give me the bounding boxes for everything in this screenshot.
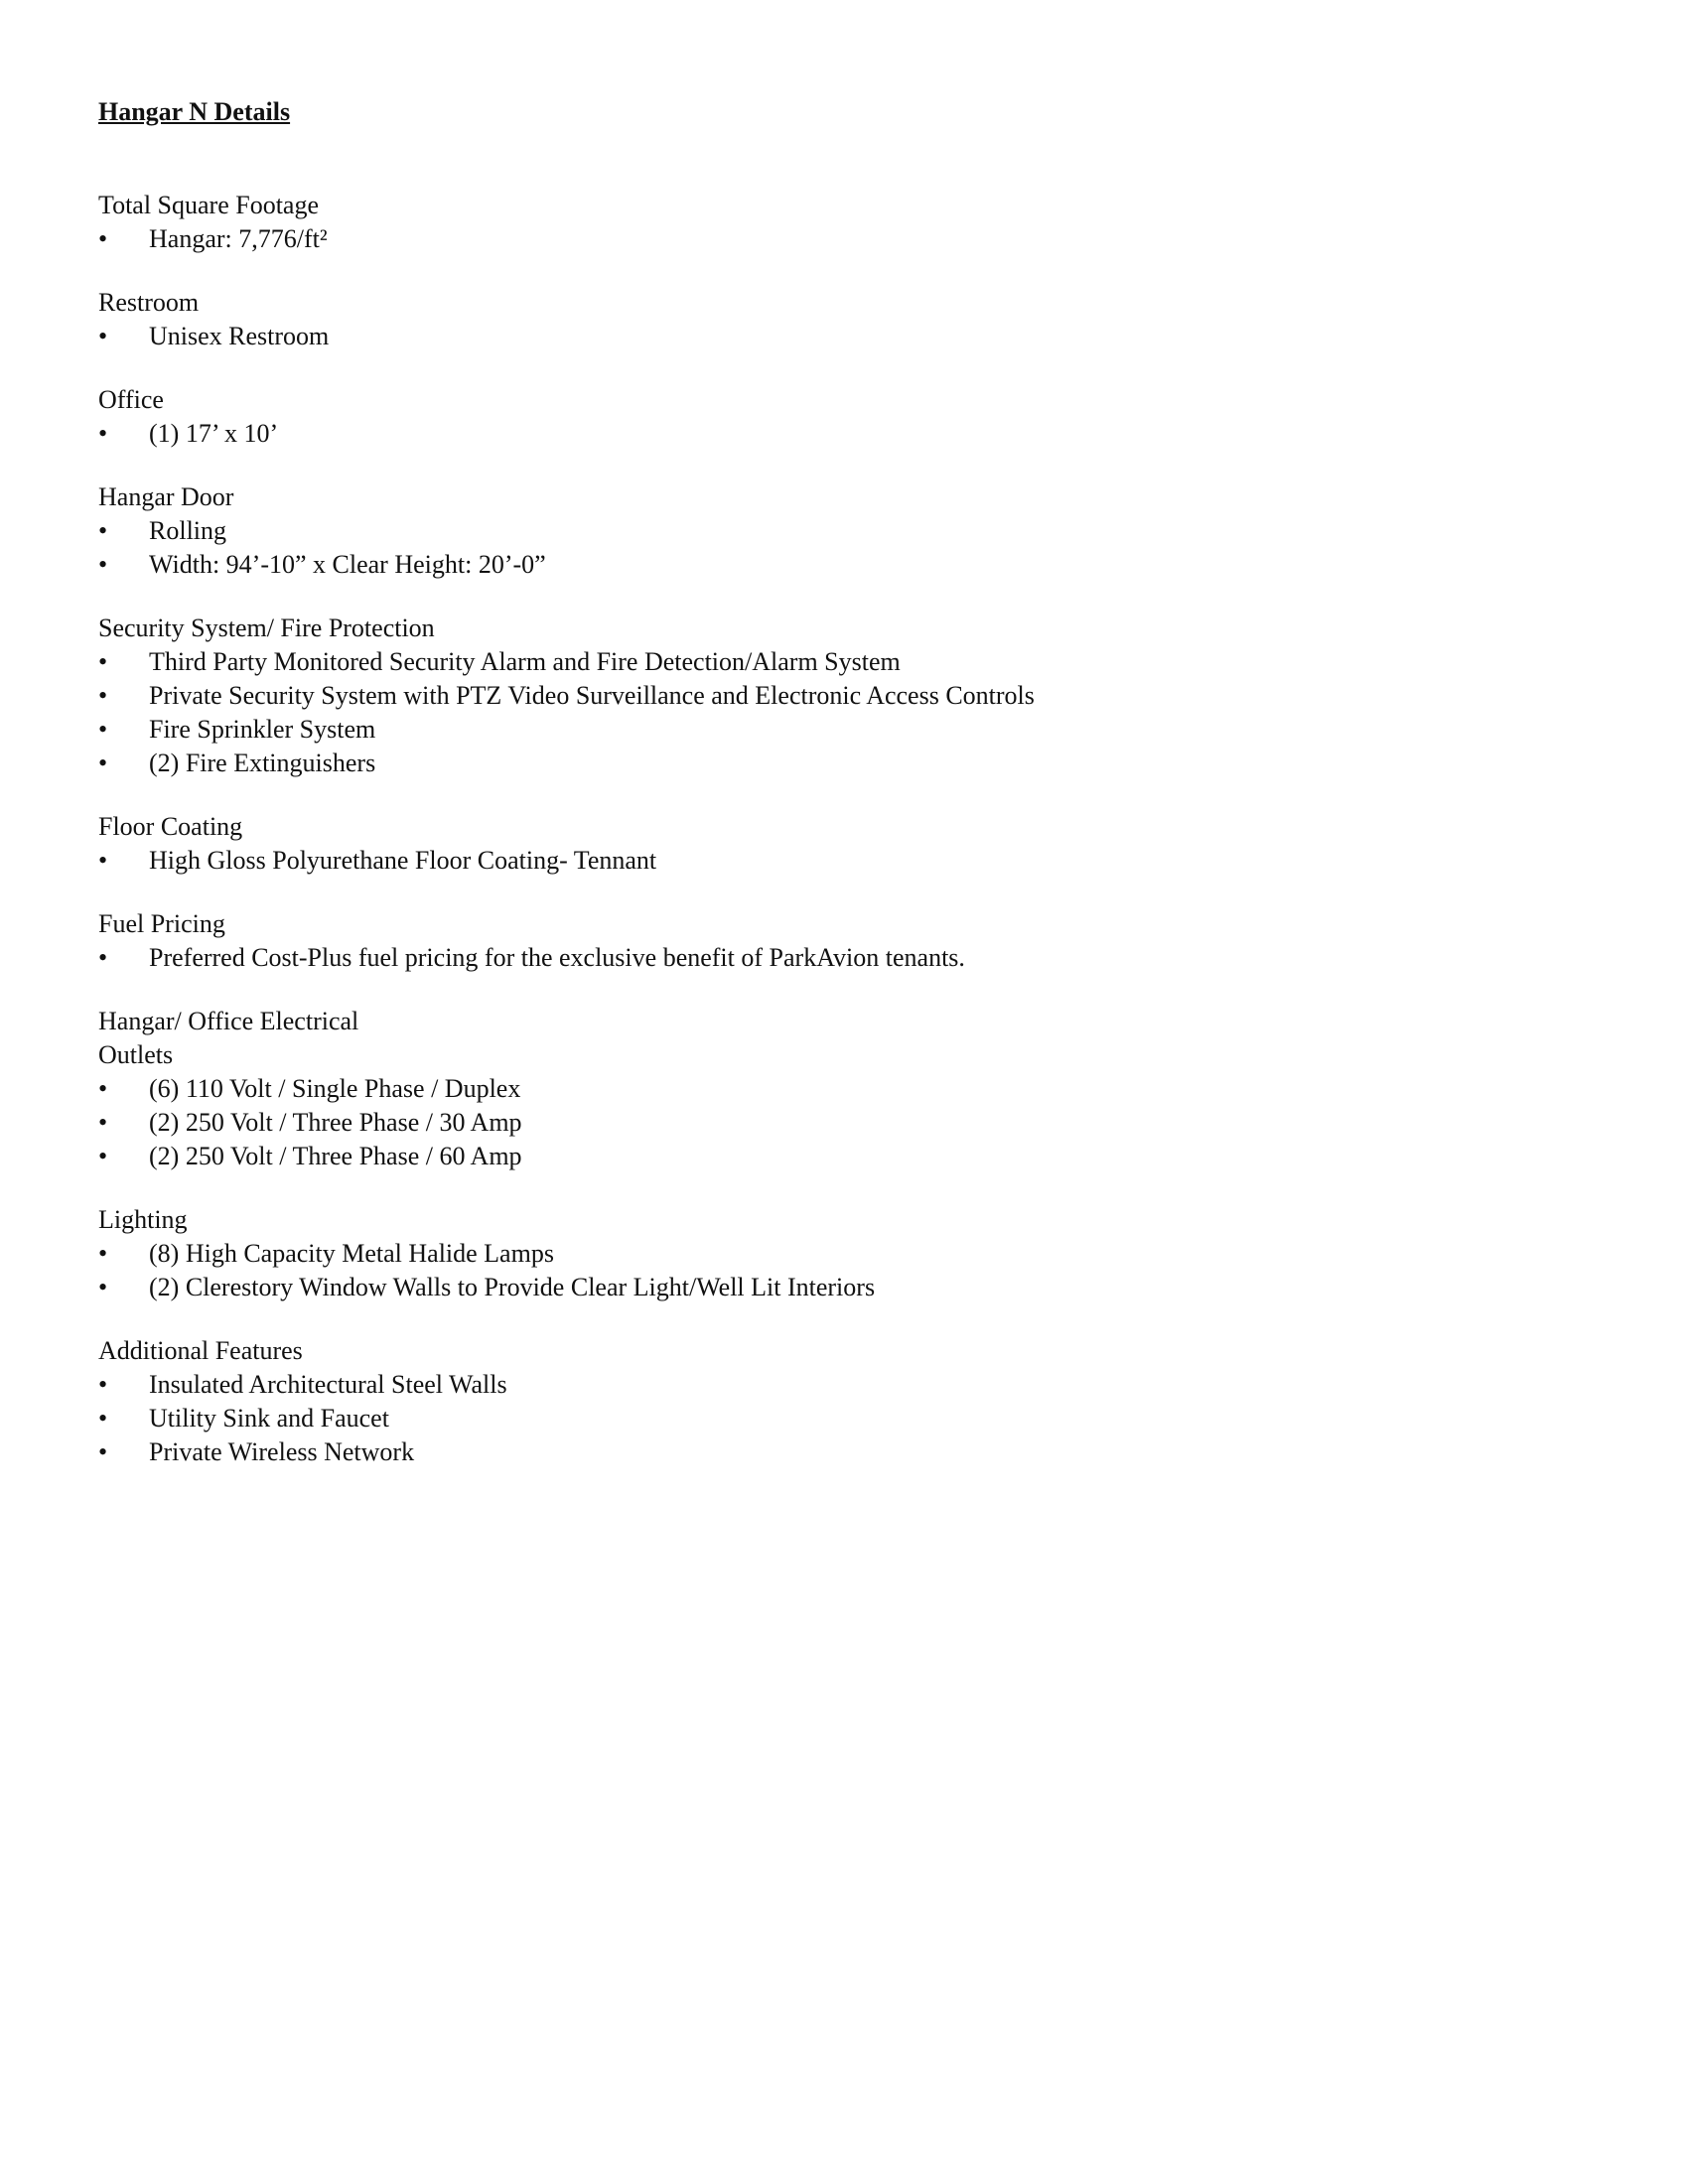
list-item — [98, 747, 1588, 780]
list-item — [98, 1140, 1588, 1173]
list-item-text: Third Party Monitored Security Alarm and Fire Detection/Alarm System — [149, 647, 901, 676]
list-item-text: (2) Clerestory Window Walls to Provide Clear Light/Well Lit Interiors — [149, 1273, 876, 1301]
list-item — [98, 417, 1588, 451]
section-heading: Additional Features — [98, 1336, 303, 1365]
section-floor-coating — [98, 810, 1588, 878]
section-heading: Total Square Footage — [98, 191, 320, 219]
list-item — [98, 548, 1588, 582]
list-item — [98, 679, 1588, 713]
list-item-text: (2) 250 Volt / Three Phase / 30 Amp — [149, 1108, 522, 1137]
list-item-text: Private Wireless Network — [149, 1437, 415, 1466]
section-heading: Floor Coating — [98, 812, 243, 841]
list-item — [98, 1402, 1588, 1435]
section-heading: Lighting — [98, 1205, 188, 1234]
document-page — [98, 95, 1588, 1499]
section-hangar-door — [98, 480, 1588, 582]
bullet-icon: • — [98, 681, 108, 710]
bullet-list — [98, 514, 1588, 582]
list-item-text: (6) 110 Volt / Single Phase / Duplex — [149, 1074, 521, 1103]
bullet-icon: • — [98, 1108, 108, 1137]
list-item-text: Unisex Restroom — [149, 322, 330, 350]
section-subheading: Outlets — [98, 1040, 174, 1069]
section-heading: Hangar Door — [98, 482, 234, 511]
list-item-text: (2) 250 Volt / Three Phase / 60 Amp — [149, 1142, 522, 1170]
section-office — [98, 383, 1588, 451]
list-item — [98, 645, 1588, 679]
list-item — [98, 320, 1588, 353]
bullet-list — [98, 1072, 1588, 1173]
section-heading: Office — [98, 385, 164, 414]
section-heading: Restroom — [98, 288, 200, 317]
bullet-icon: • — [98, 846, 108, 875]
bullet-icon: • — [98, 322, 108, 350]
list-item — [98, 1237, 1588, 1271]
section-additional-features — [98, 1334, 1588, 1469]
bullet-list — [98, 844, 1588, 878]
list-item — [98, 1271, 1588, 1304]
bullet-icon: • — [98, 1239, 108, 1268]
list-item — [98, 713, 1588, 747]
bullet-list — [98, 417, 1588, 451]
document-title: Hangar N Details — [98, 97, 291, 126]
list-item-text: Width: 94’-10” x Clear Height: 20’-0” — [149, 550, 546, 579]
section-heading: Security System/ Fire Protection — [98, 614, 435, 642]
section-electrical — [98, 1005, 1588, 1173]
section-heading: Hangar/ Office Electrical — [98, 1007, 359, 1035]
list-item-text: (2) Fire Extinguishers — [149, 749, 376, 777]
section-total-square-footage — [98, 189, 1588, 256]
list-item-text: Utility Sink and Faucet — [149, 1404, 389, 1433]
list-item — [98, 514, 1588, 548]
bullet-icon: • — [98, 516, 108, 545]
section-lighting — [98, 1203, 1588, 1304]
list-item — [98, 1368, 1588, 1402]
list-item — [98, 844, 1588, 878]
bullet-icon: • — [98, 647, 108, 676]
section-fuel-pricing — [98, 907, 1588, 975]
bullet-list — [98, 941, 1588, 975]
list-item-text: High Gloss Polyurethane Floor Coating- Tennant — [149, 846, 657, 875]
bullet-icon: • — [98, 1273, 108, 1301]
bullet-list — [98, 645, 1588, 780]
bullet-list — [98, 1368, 1588, 1469]
bullet-icon: • — [98, 749, 108, 777]
list-item-text: Hangar: 7,776/ft² — [149, 224, 328, 253]
list-item — [98, 1435, 1588, 1469]
list-item-text: Private Security System with PTZ Video Surveillance and Electronic Access Controls — [149, 681, 1035, 710]
list-item-text: Rolling — [149, 516, 227, 545]
bullet-icon: • — [98, 1370, 108, 1399]
list-item-text: Preferred Cost-Plus fuel pricing for the exclusive benefit of ParkAvion tenants. — [149, 943, 965, 972]
bullet-icon: • — [98, 1142, 108, 1170]
list-item — [98, 1072, 1588, 1106]
bullet-icon: • — [98, 550, 108, 579]
list-item-text: Insulated Architectural Steel Walls — [149, 1370, 507, 1399]
list-item-text: (1) 17’ x 10’ — [149, 419, 279, 448]
bullet-icon: • — [98, 419, 108, 448]
bullet-icon: • — [98, 715, 108, 744]
bullet-icon: • — [98, 1404, 108, 1433]
bullet-icon: • — [98, 1074, 108, 1103]
section-restroom — [98, 286, 1588, 353]
bullet-list — [98, 1237, 1588, 1304]
bullet-icon: • — [98, 1437, 108, 1466]
list-item — [98, 1106, 1588, 1140]
bullet-list — [98, 222, 1588, 256]
section-heading: Fuel Pricing — [98, 909, 225, 938]
list-item-text: Fire Sprinkler System — [149, 715, 376, 744]
bullet-icon: • — [98, 943, 108, 972]
bullet-icon: • — [98, 224, 108, 253]
bullet-list — [98, 320, 1588, 353]
section-security-fire-protection — [98, 612, 1588, 780]
list-item-text: (8) High Capacity Metal Halide Lamps — [149, 1239, 554, 1268]
list-item — [98, 222, 1588, 256]
list-item — [98, 941, 1588, 975]
